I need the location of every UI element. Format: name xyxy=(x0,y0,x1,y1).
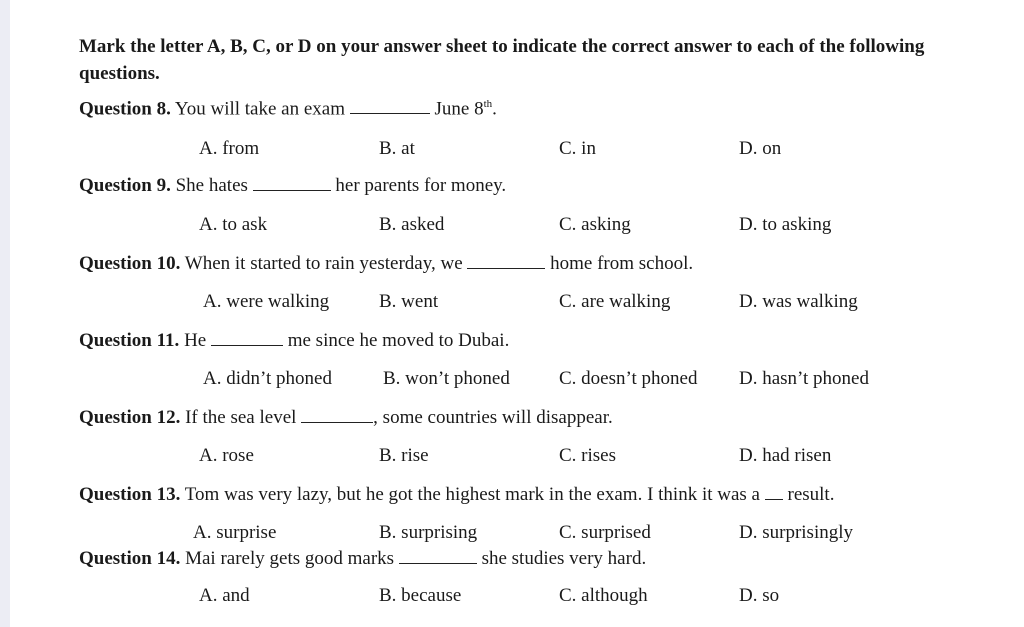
answer-blank xyxy=(301,408,373,423)
question-text-before: When it started to rain yesterday, we xyxy=(184,253,463,274)
question-text-after: her parents for money. xyxy=(335,175,507,196)
option-d: D. surprisingly xyxy=(739,522,853,543)
option-b: B. went xyxy=(379,291,439,312)
question-label: Question 10. xyxy=(79,253,181,274)
option-c: C. are walking xyxy=(559,291,671,312)
question-text-after: result. xyxy=(787,484,835,505)
option-b: B. asked xyxy=(379,214,445,235)
question-text-after: June 8 xyxy=(434,98,484,120)
option-a: A. rose xyxy=(199,445,254,466)
option-b: B. at xyxy=(379,138,415,159)
question-text-before: You will take an exam xyxy=(174,98,346,120)
question-13 xyxy=(79,484,834,506)
question-label: Question 12. xyxy=(79,407,181,428)
answer-blank xyxy=(765,485,783,500)
ordinal-suffix: th xyxy=(483,98,493,110)
option-a: A. from xyxy=(199,138,260,159)
question-11 xyxy=(79,330,509,352)
option-b: B. because xyxy=(379,585,462,606)
option-a: A. surprise xyxy=(193,522,277,543)
question-label: Question 11. xyxy=(79,330,180,351)
option-d: D. so xyxy=(739,585,780,606)
question-label: Question 9. xyxy=(79,175,171,196)
question-text-before: If the sea level xyxy=(185,407,297,428)
question-label: Question 8. xyxy=(79,98,171,120)
option-c: C. surprised xyxy=(559,522,651,543)
question-9 xyxy=(79,175,506,197)
question-text-before: Tom was very lazy, but he got the highest mark in the exam. I think it was a xyxy=(184,484,760,505)
question-label: Question 14. xyxy=(79,548,181,569)
option-c: C. asking xyxy=(559,214,631,235)
question-text-after: me since he moved to Dubai. xyxy=(287,330,510,351)
question-8 xyxy=(79,98,497,120)
question-14 xyxy=(79,548,646,570)
option-c: C. although xyxy=(559,585,648,606)
question-text-end: . xyxy=(492,98,497,120)
answer-blank xyxy=(350,99,430,114)
option-b: B. rise xyxy=(379,445,429,466)
question-text-before: She hates xyxy=(175,175,248,196)
question-10 xyxy=(79,253,693,275)
answer-blank xyxy=(399,549,477,564)
option-c: C. rises xyxy=(559,445,616,466)
option-a: A. didn’t phoned xyxy=(203,368,332,389)
question-text-after: , some countries will disappear. xyxy=(373,407,613,428)
question-text-after: home from school. xyxy=(550,253,694,274)
option-a: A. and xyxy=(199,585,250,606)
option-d: D. to asking xyxy=(739,214,832,235)
answer-blank xyxy=(467,254,545,269)
option-d: D. hasn’t phoned xyxy=(739,368,869,389)
option-c: C. doesn’t phoned xyxy=(559,368,698,389)
option-d: D. had risen xyxy=(739,445,832,466)
option-b: B. won’t phoned xyxy=(383,368,510,389)
option-c: C. in xyxy=(559,138,596,159)
question-text-after: she studies very hard. xyxy=(481,548,647,569)
answer-blank xyxy=(211,331,283,346)
instructions: Mark the letter A, B, C, or D on your answer sheet to indicate the correct answer to each of the following questions. xyxy=(79,36,925,84)
question-12 xyxy=(79,407,613,429)
option-d: D. on xyxy=(739,138,782,159)
question-label: Question 13. xyxy=(79,484,181,505)
question-text-before: He xyxy=(184,330,207,351)
question-text-before: Mai rarely gets good marks xyxy=(185,548,395,569)
option-a: A. were walking xyxy=(203,291,330,312)
option-a: A. to ask xyxy=(199,214,268,235)
worksheet-page xyxy=(10,0,1024,627)
option-d: D. was walking xyxy=(739,291,858,312)
option-b: B. surprising xyxy=(379,522,478,543)
answer-blank xyxy=(253,176,331,191)
